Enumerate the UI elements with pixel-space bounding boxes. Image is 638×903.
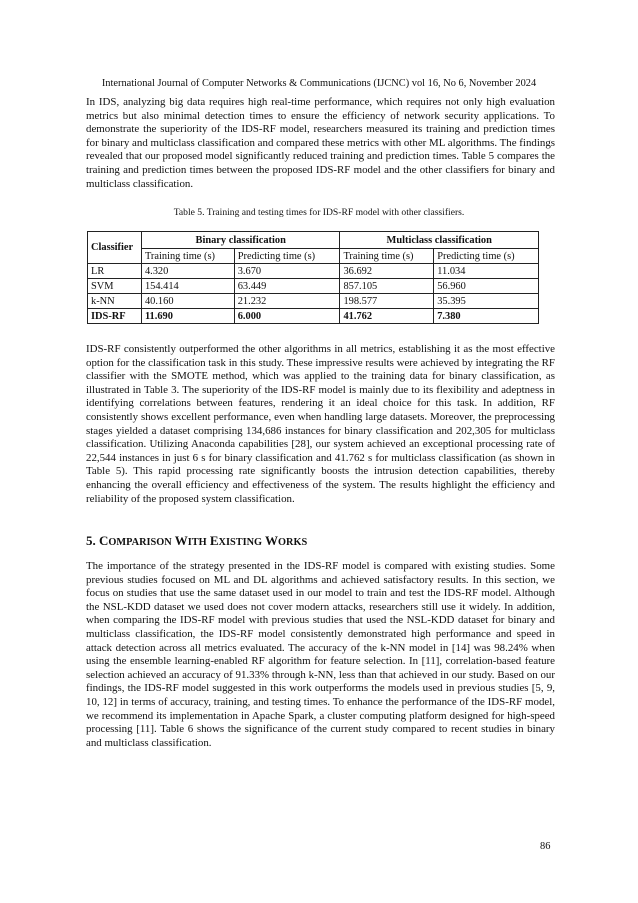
col-header: Training time (s) <box>141 249 234 264</box>
table-row <box>88 264 539 279</box>
table-cell: IDS-RF <box>88 309 142 324</box>
table-cell: k-NN <box>88 294 142 309</box>
table-cell: 154.414 <box>141 279 234 294</box>
table-row <box>88 279 539 294</box>
col-header: Predicting time (s) <box>234 249 340 264</box>
binary-group-header: Binary classification <box>141 232 340 249</box>
table-cell: 198.577 <box>340 294 434 309</box>
table-cell: SVM <box>88 279 142 294</box>
table-row-highlight <box>88 309 539 324</box>
table-cell: 3.670 <box>234 264 340 279</box>
table-cell: 63.449 <box>234 279 340 294</box>
paragraph-comparison: The importance of the strategy presented in the IDS-RF model is compared with existing studies. Some previous studies focused on ML and DL algorithms and achieved satisfactory results. In this section, we focus on studies that use the same dataset used in our model to train and test the IDS-RF model. Although the NSL-KDD dataset we used does not cover modern attacks, researchers still use it widely. In addition, when comparing the IDS-RF model with previous studies that used the NSL-KDD dataset for binary and multiclass classification, the IDS-RF model consistently demonstrated high performance and speed in attack detection across all metrics evaluated. The accuracy of the k-NN model in [14] was 98.24% when using the ensemble learning-enabled RF algorithm for feature selection. In [11], correlation-based feature selection achieved an accuracy of 91.33% through k-NN, less than that achieved in our study. Based on our findings, the IDS-RF model suggested in this work outperforms the models used in previous studies [5, 9, 10, 12] in terms of accuracy, training, and testing times. To enhance the performance of the IDS-RF model, we recommend its implementation in Apache Spark, a cluster computing platform designed for high-speed processing [11]. Table 6 shows the significance of the current study compared to recent studies in binary and multiclass classification. <box>86 560 555 749</box>
table-cell: 40.160 <box>141 294 234 309</box>
table-5-caption: Table 5. Training and testing times for IDS-RF model with other classifiers. <box>173 207 465 218</box>
table-5 <box>87 231 539 324</box>
classifier-header: Classifier <box>88 232 142 264</box>
journal-header: International Journal of Computer Networks & Communications (IJCNC) vol 16, No 6, November 2024 <box>101 78 537 89</box>
multiclass-group-header: Multiclass classification <box>340 232 539 249</box>
table-cell: 41.762 <box>340 309 434 324</box>
table-subheader-row <box>88 249 539 264</box>
table-cell: 11.034 <box>434 264 539 279</box>
col-header: Predicting time (s) <box>434 249 539 264</box>
table-header-row <box>88 232 539 249</box>
table-cell: 35.395 <box>434 294 539 309</box>
page-number: 86 <box>540 841 551 852</box>
table-cell: 7.380 <box>434 309 539 324</box>
table-cell: LR <box>88 264 142 279</box>
table-cell: 11.690 <box>141 309 234 324</box>
table-cell: 4.320 <box>141 264 234 279</box>
table-cell: 6.000 <box>234 309 340 324</box>
paragraph-intro: In IDS, analyzing big data requires high real-time performance, which requires not only high evaluation metrics but also minimal detection times to ensure the efficiency of network security applications. To demonstrate the superiority of the IDS-RF model, researchers measured its training and prediction times for binary and multiclass classification and compared these metrics with other ML algorithms. The findings revealed that our proposed model significantly reduced training and prediction times. Table 5 compares the training and prediction times between the proposed IDS-RF model and the other classifiers for binary and multiclass classification. <box>86 96 555 190</box>
table-cell: 21.232 <box>234 294 340 309</box>
section-heading: 5. COMPARISON WITH EXISTING WORKS <box>86 533 308 548</box>
table-cell: 56.960 <box>434 279 539 294</box>
table-cell: 857.105 <box>340 279 434 294</box>
section-number: 5. <box>86 533 96 548</box>
table-cell: 36.692 <box>340 264 434 279</box>
table-row <box>88 294 539 309</box>
col-header: Training time (s) <box>340 249 434 264</box>
paragraph-results: IDS-RF consistently outperformed the other algorithms in all metrics, establishing it as the most effective option for the classification task in this study. These impressive results were achieved by integrating the RF classifier with the SMOTE method, which was applied to the training data for binary classification, as illustrated in Table 3. The superiority of the IDS-RF model is mainly due to its flexibility and adeptness in identifying correlations between features, rendering it an ideal choice for this task. In addition, RF consistently shows excellent performance, even when handling large datasets. Moreover, the preprocessing stages yielded a dataset comprising 134,686 instances for binary classification and 202,305 for multiclass classification. Utilizing Anaconda capabilities [28], our system achieved an exceptional processing rate of 22,544 instances in just 6 s for binary classification and 41.762 s for multiclass classification (as shown in Table 5). This rapid processing rate significantly boosts the intrusion detection capabilities, thereby enhancing the overall efficiency and effectiveness of the system. The results highlight the efficiency and reliability of the proposed system classification. <box>86 343 555 505</box>
